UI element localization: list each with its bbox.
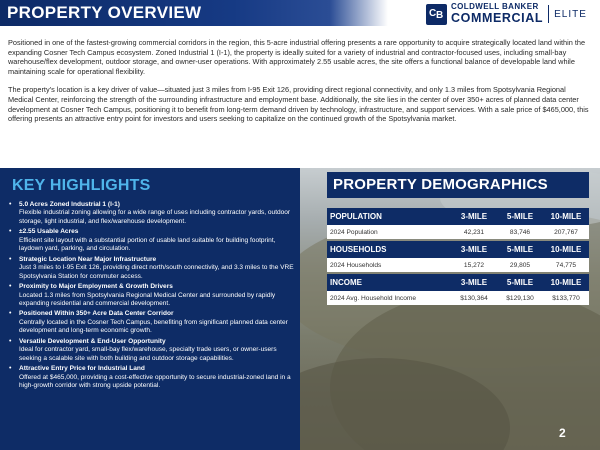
table-row: 2024 Population 42,231 83,746 207,767 — [327, 225, 589, 239]
households-group — [327, 241, 589, 272]
table-row: 2024 Avg. Household Income $130,364 $129,130 $133,770 — [327, 291, 589, 305]
logo-mark-icon: C B — [426, 4, 447, 25]
demographics-title-bar — [327, 172, 589, 198]
table-row: 2024 Households 15,272 29,805 74,775 — [327, 258, 589, 272]
list-item: • Strategic Location Near Major Infrastructure Just 3 miles to I-95 Exit 126, providing direct north/south connectivity, and 3.3 miles to the VRE Spotsylvania Station for commuter access. — [8, 256, 298, 281]
key-highlights-title: KEY HIGHLIGHTS — [12, 177, 151, 194]
logo-tag: ELITE — [554, 8, 587, 20]
income-group — [327, 274, 589, 305]
demographics-table — [327, 208, 589, 305]
list-item: • 5.0 Acres Zoned Industrial 1 (I-1) Flexible industrial zoning allowing for a wide range of uses including contractor yards, outdoor storage, light industrial, and flex/warehouse development. — [8, 201, 298, 226]
list-item: • ±2.55 Usable Acres Efficient site layout with a substantial portion of usable land suitable for building footprint, laydown yard, parking, and circulation. — [8, 228, 298, 253]
description-paragraph-2: The property’s location is a key driver of value—situated just 3 miles from I-95 Exit 126, providing direct regional connectivity, and only 1.3 miles from Spotsylvania Regional Medical Center, reinforcing the strength of the surrounding infrastructure and employment base. Additionally, the site lies in the center of over 350+ acres of planned data center development at Cosner Tech Campus, positioning it to benefit from long-term demand driven by technology, infrastructure, and support services. With a sale price of $465,000, this offering presents an attractive entry point for investors and users seeking to capitalize on the continued growth of the Spotsylvania market. — [8, 85, 589, 124]
highlights-list — [8, 201, 298, 393]
logo-divider — [548, 5, 549, 23]
description-paragraph-1: Positioned in one of the fastest-growing commercial corridors in the region, this 5-acre industrial offering presents a rare opportunity to acquire strategically located land within the expanding Cosner Tech Campus ecosystem. Zoned Industrial 1 (I-1), the property is ideally suited for a variety of industrial and contractor-focused uses, including small-bay warehouse/flex development, outdoor storage, and owner-user operations. With approximately 2.55 usable acres, the site offers a functional balance of developable land while maintaining scale for operational flexibility. — [8, 38, 586, 76]
logo-wordmark — [451, 3, 543, 25]
table-header-row: INCOME 3-MILE 5-MILE 10-MILE — [327, 274, 589, 291]
list-item: • Positioned Within 350+ Acre Data Center Corridor Centrally located in the Cosner Tech Campus, benefiting from significant planned data center development and long-term economic growth. — [8, 310, 298, 335]
property-description — [8, 38, 592, 124]
brand-logo — [426, 3, 587, 25]
logo-line1: COLDWELL BANKER — [451, 2, 539, 12]
table-header-row: HOUSEHOLDS 3-MILE 5-MILE 10-MILE — [327, 241, 589, 258]
list-item: • Versatile Development & End-User Opportunity Ideal for contractor yard, small-bay flex/warehouse, specialty trade users, or owner-users seeking a scalable site with both building and outdoor storage capabilities. — [8, 338, 298, 363]
table-header-row: POPULATION 3-MILE 5-MILE 10-MILE — [327, 208, 589, 225]
page-header — [0, 0, 600, 28]
demographics-title: PROPERTY DEMOGRAPHICS — [333, 176, 548, 193]
list-item: • Attractive Entry Price for Industrial Land Offered at $465,000, providing a cost-effective opportunity to secure industrial-zoned land in a high-growth corridor with strong upside potential. — [8, 365, 298, 390]
page-number: 2 — [559, 426, 566, 440]
list-item: • Proximity to Major Employment & Growth Drivers Located 1.3 miles from Spotsylvania Regional Medical Center and surrounded by rapidly expanding residential and commercial development. — [8, 283, 298, 308]
title-banner — [0, 0, 388, 26]
key-highlights-panel — [0, 168, 300, 450]
logo-line2: COMMERCIAL — [451, 11, 544, 26]
population-group — [327, 208, 589, 239]
page-title: PROPERTY OVERVIEW — [7, 3, 202, 22]
